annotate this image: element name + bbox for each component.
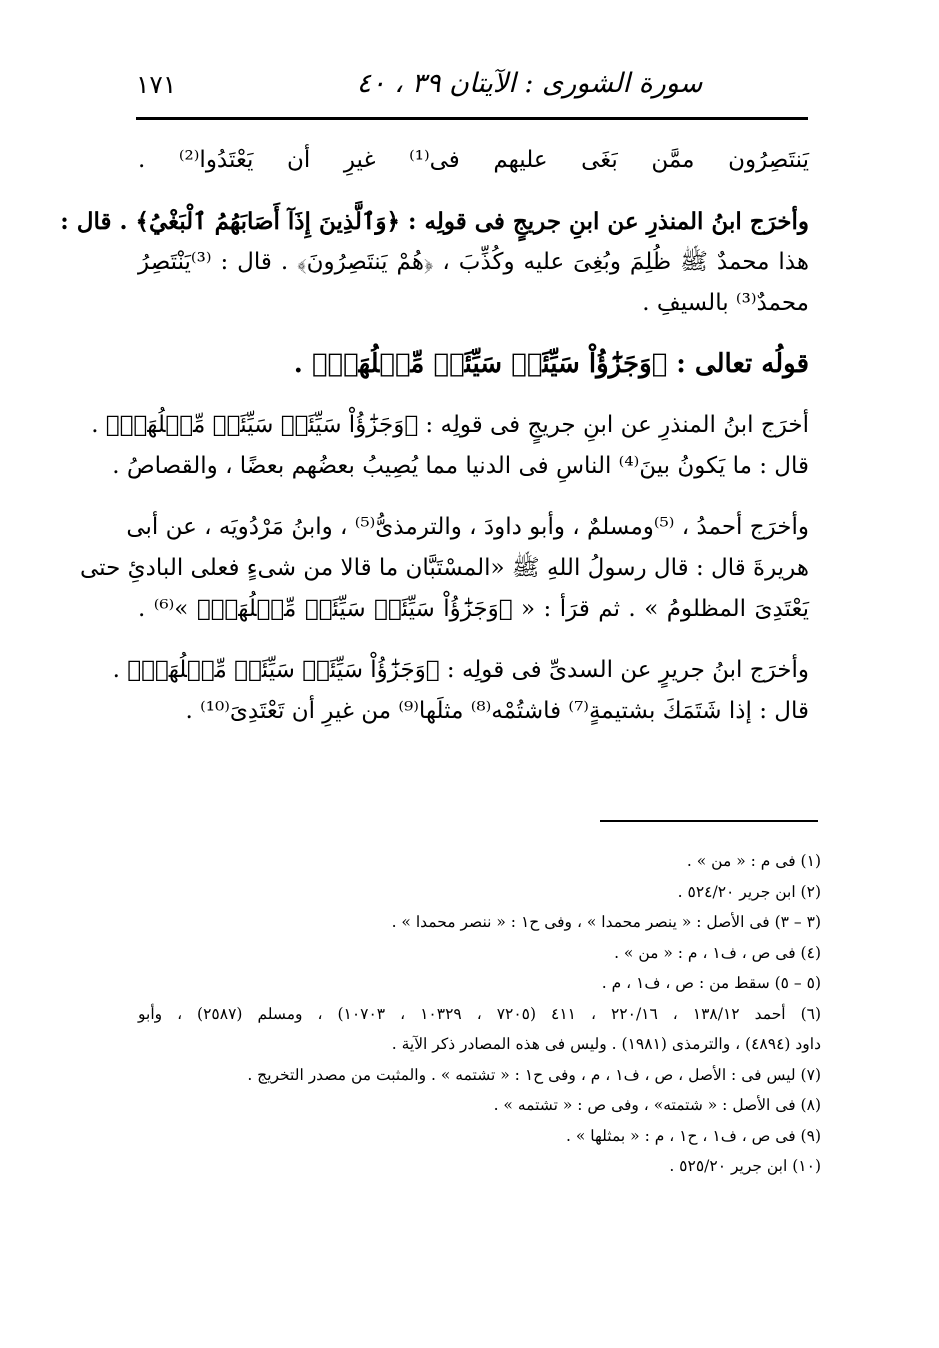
text-line: قال : ما يَكونُ بينَ⁽⁴⁾ الناسِ فى الدنيا مما يُصِيبُ بعضُهم بعضًا ، والقصاصُ . [112,453,809,479]
text-line: يَعْتَدِىَ المظلومُ » . ثم قرَأ : « ﴿وَجَزَٰٓؤُاْ سَيِّئَةٖ سَيِّئَةٞ مِّثۡلُهَاۖ﴾ »⁽⁶⁾ . [138,596,809,622]
section-heading: قولُه تعالى : ﴿وَجَزَٰٓؤُاْ سَيِّئَةٖ سَيِّئَةٞ مِّثۡلُهَاۖ﴾ . [293,349,809,379]
footnote: (١٠) ابن جرير ٥٢٥/٢٠ . [669,1157,821,1175]
text-line: أخرَج ابنُ المنذرِ عن ابنِ جريجٍ فى قولِه : ﴿وَجَزَٰٓؤُاْ سَيِّئَةٖ سَيِّئَةٞ مِّثۡلُهَاۖ﴾ . [91,412,809,438]
text-line: هريرةَ قال : قال رسولُ اللهِ ﷺ «المسْتَبَّان ما قالا من شىءٍ فعلى البادئِ حتى [80,555,809,581]
footnote-separator [600,820,818,822]
footnote-continuation: داود (٤٨٩٤) ، والترمذى (١٩٨١) . وليس فى هذه المصادر ذكر الآية . [391,1035,821,1053]
main-text [60,140,809,732]
running-title: سورة الشورى : الآيتان ٣٩ ، ٤٠ [356,68,703,99]
footnote: (٩) فى ص ، ف١ ، ح١ ، م : « بمثلها » . [566,1126,821,1145]
text-line: وأخرَج ابنُ المنذرِ عن ابنِ جريجٍ فى قولِه : ﴿وَٱلَّذِينَ إِذَآ أَصَابَهُمُ ٱلْبَغْيُ﴾ . قال : [60,208,809,235]
footnote: (٢) ابن جرير ٥٢٤/٢٠ . [677,882,821,901]
footnote: (٤) فى ص ، ف١ ، م : « من » . [614,943,821,962]
footnote: (٥ – ٥) سقط من : ص ، ف١ ، م . [601,974,821,992]
text-line: وأخرَج ابنُ جريرٍ عن السدىِّ فى قولِه : ﴿وَجَزَٰٓؤُاْ سَيِّئَةٖ سَيِّئَةٞ مِّثۡلُهَاۖ﴾ . [112,657,809,683]
footnote: (٧) ليس فى : الأصل ، ص ، ف١ ، م ، وفى ح١ : « تشتمه » . والمثبت من مصدر التخريج . [247,1065,821,1084]
footnote: (١) فى م : « من » . [686,852,821,870]
footnotes [138,846,821,1182]
running-header [136,62,803,114]
footnote: (٣ – ٣) فى الأصل : « ينصر محمدا » ، وفى ح١ : « ننصر محمدا » . [391,913,821,931]
text-line: هذا محمدٌ ﷺ ظُلِمَ وبُغِىَ عليه وكُذِّبَ ، ﴿هُمْ يَنتَصِرُونَ﴾ . قال : ⁽³⁾يَنْتَصِرُ [138,249,809,275]
footnote: (٦) أحمد ١٣٨/١٢ ، ٢٢٠/١٦ ، ٤١١ (٧٢٠٥ ، ١٠٣٢٩ ، ١٠٧٠٣) ، ومسلم (٢٥٨٧) ، وأبو [138,1004,822,1023]
text-line: وأخرَج أحمدُ ، ⁽⁵⁾ومسلمٌ ، وأبو داودَ ، والترمذىُّ⁽⁵⁾ ، وابنُ مَرْدُويَه ، عن أبى [126,514,809,540]
page-number: ١٧١ [136,70,177,99]
header-rule [136,117,808,120]
text-line: يَنتَصِرُون ممَّن بَغَى عليهم فى⁽¹⁾ غيرِ أن يَعْتَدُوا⁽²⁾ . [138,147,809,173]
text-line: قال : إذا شَتَمَكَ بشتيمةٍ⁽⁷⁾ فاشتُمْه⁽⁸⁾ مثلَها⁽⁹⁾ من غيرِ أن تَعْتَدِىَ⁽¹⁰⁾ . [185,698,809,724]
footnote: (٨) فى الأصل : « شتمته» ، وفى ص : « تشتمه » . [493,1096,821,1114]
text-line: محمدٌ⁽³⁾ بالسيفِ . [642,290,809,316]
